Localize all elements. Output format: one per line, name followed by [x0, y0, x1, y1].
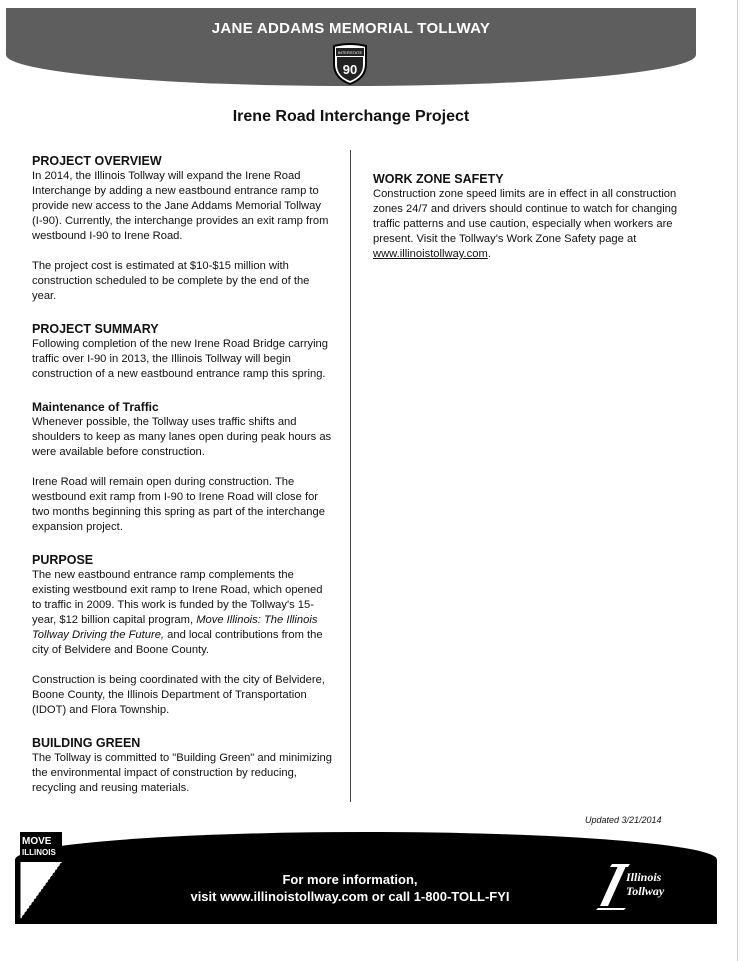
green-paragraph: The Tollway is committed to "Building Green" and minimizing the environmental impact of construction by reducing, recycling and reusing materials. — [32, 752, 332, 794]
left-column — [32, 154, 332, 796]
green-heading: BUILDING GREEN — [32, 736, 141, 750]
tollway-website-link[interactable]: www.illinoistollway.com — [373, 248, 488, 260]
summary-heading: PROJECT SUMMARY — [32, 322, 159, 336]
move-illinois-logo — [20, 832, 62, 920]
program-name: Move Illinois: The Illinois Tollway Driving the Future, — [32, 614, 318, 641]
purpose-text-b: and local contributions from the city of Belvidere and Boone County. — [32, 629, 323, 656]
right-column — [373, 172, 678, 262]
move-logo-text — [22, 836, 56, 858]
move-logo-line-1: MOVE — [22, 836, 52, 847]
safety-heading: WORK ZONE SAFETY — [373, 172, 504, 186]
interstate-shield-icon — [331, 42, 369, 86]
overview-heading: PROJECT OVERVIEW — [32, 154, 162, 168]
tollway-logo-line-2: Tollway — [626, 884, 665, 898]
purpose-paragraph-2: Construction is being coordinated with the city of Belvidere, Boone County, the Illinois Department of Transportation (IDOT) and Flora Township. — [32, 674, 325, 716]
summary-paragraph: Following completion of the new Irene Road Bridge carrying traffic over I-90 in 2013, the Illinois Tollway will begin construction of a new eastbound entrance ramp this spring. — [32, 338, 329, 380]
purpose-heading: PURPOSE — [32, 553, 94, 567]
purpose-paragraph-1 — [32, 568, 332, 658]
tollway-logo-line-1: Illinois — [626, 870, 662, 884]
safety-text-end: . — [487, 248, 491, 260]
tollway-mark-icon — [596, 862, 630, 912]
footer-info-line-2: visit www.illinoistollway.com or call 1-800-TOLL-FYI — [190, 889, 510, 904]
maintenance-paragraph-2: Irene Road will remain open during construction. The westbound exit ramp from I-90 to Irene Road will close for two months beginning this spring as part of the interchange expansion project. — [32, 476, 325, 533]
shield-number: 90 — [342, 62, 358, 77]
page-edge — [737, 0, 738, 961]
illinois-tollway-logo — [596, 862, 686, 912]
maintenance-paragraph-1: Whenever possible, the Tollway uses traffic shifts and shoulders to keep as many lanes open during peak hours as were available before construction. — [32, 416, 332, 458]
move-logo-line-2: ILLINOIS — [22, 848, 56, 857]
maintenance-heading: Maintenance of Traffic — [32, 400, 159, 414]
shield-label: INTERSTATE — [337, 50, 363, 55]
overview-paragraph-2: The project cost is estimated at $10-$15 million with construction scheduled to be complete by the end of the year. — [32, 260, 310, 302]
column-divider — [350, 150, 351, 802]
updated-date: Updated 3/21/2014 — [585, 815, 662, 825]
header-title: JANE ADDAMS MEMORIAL TOLLWAY — [211, 20, 491, 37]
purpose-text-a: The new eastbound entrance ramp complements the existing westbound exit ramp to Irene Road, which opened to traffic in 2009. This work is funded by the Tollway's 15-year, $12 billion capital program, — [32, 569, 323, 626]
safety-text: Construction zone speed limits are in effect in all construction zones 24/7 and drivers should continue to watch for changing traffic patterns and use caution, especially when workers are present. Visit the Tollway's Work Zone Safety page at — [373, 188, 678, 245]
footer-info-line-1: For more information, — [282, 872, 418, 887]
document-title: Irene Road Interchange Project — [232, 108, 470, 125]
overview-paragraph-1: In 2014, the Illinois Tollway will expand the Irene Road Interchange by adding a new eastbound entrance ramp to provide new access to the Jane Addams Memorial Tollway (I-90). Currently, the interchange provides an exit ramp from westbound I-90 to Irene Road. — [32, 170, 329, 242]
safety-paragraph — [373, 187, 678, 262]
